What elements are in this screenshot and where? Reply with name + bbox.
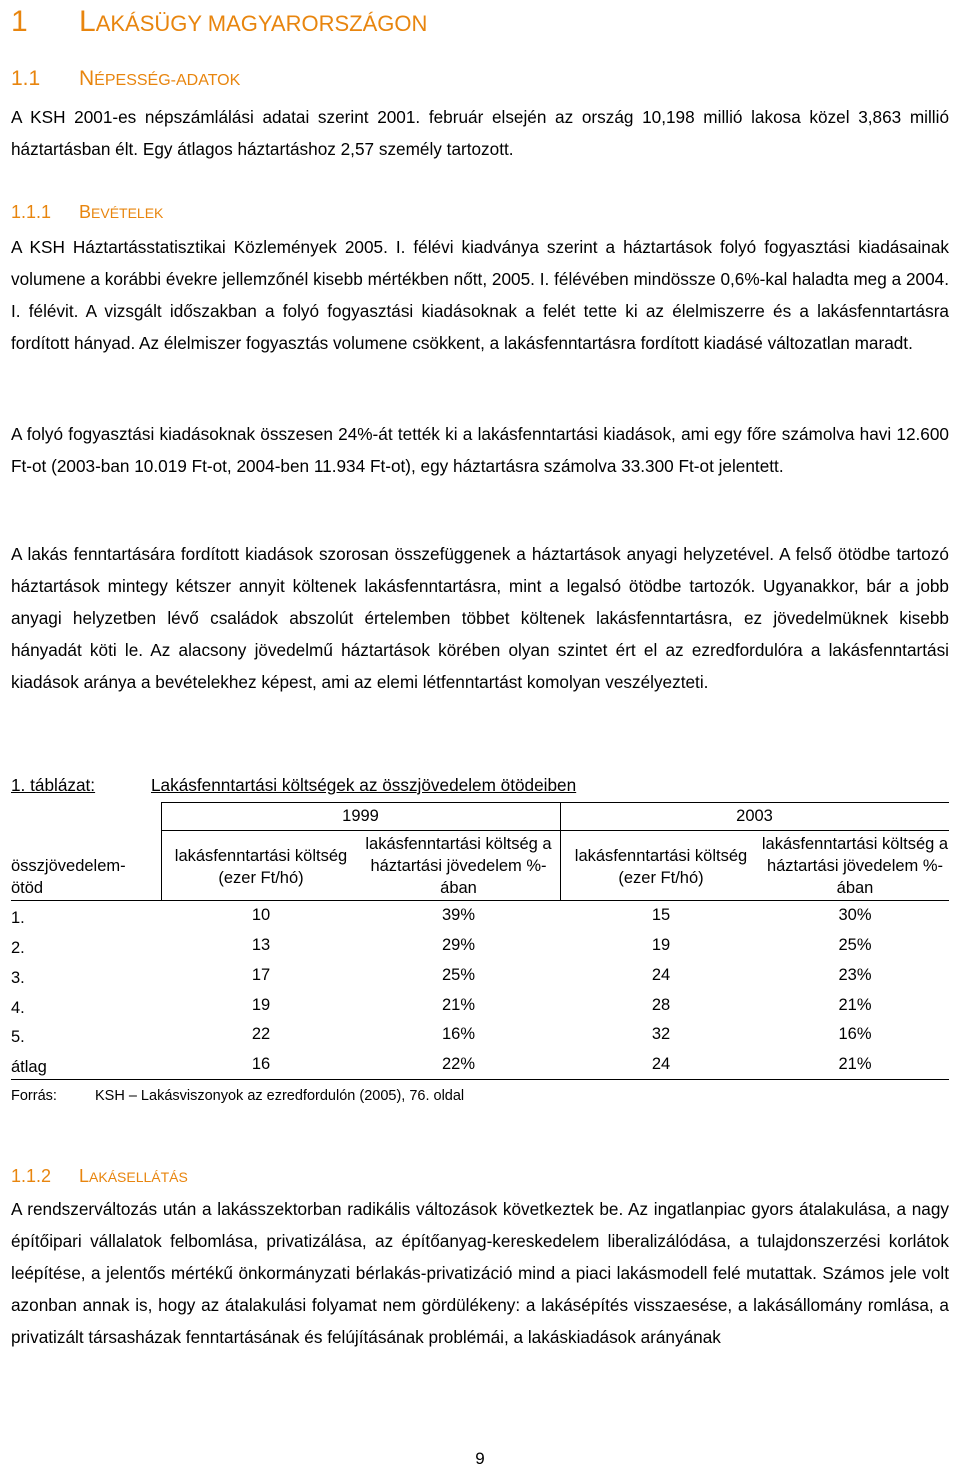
row-label: átlag — [11, 1058, 47, 1076]
cell-pct-1999: 22% — [441, 1055, 476, 1073]
col-header-cost-1999: lakásfenntartási költség (ezer Ft/hó) — [174, 847, 348, 887]
cell-cost-2003: 24 — [651, 1055, 671, 1073]
heading-1-rest: AKÁSÜGY MAGYARORSZÁGON — [95, 11, 428, 36]
heading-1-initial: L — [79, 5, 96, 38]
paragraph-maintenance-costs: A folyó fogyasztási kiadásoknak összesen 24%-át tették ki a lakásfenntartási kiadások, ami egy főre számolva havi 12.600 Ft-ot (2003-ban 10.019 Ft-ot, 2004-ben 11.934 Ft-ot), egy háztartásra számolva 33.300 Ft-ot jelentett. — [11, 424, 949, 476]
cell-pct-1999: 29% — [441, 936, 476, 954]
cell-cost-2003: 32 — [651, 1025, 671, 1043]
cell-pct-2003: 21% — [838, 1055, 872, 1073]
heading-3-housing-number: 1.1.2 — [11, 1166, 52, 1186]
table-caption-label: 1. táblázat: — [11, 775, 96, 795]
table-caption — [11, 772, 576, 798]
cell-pct-1999: 25% — [441, 966, 476, 984]
cell-cost-1999: 13 — [251, 936, 271, 954]
col-header-pct-2003: lakásfenntartási költség a háztartási jövedelem %-ában — [761, 835, 949, 897]
cell-pct-2003: 16% — [838, 1025, 872, 1043]
cell-pct-1999: 21% — [441, 996, 476, 1014]
table-rule-bottom — [11, 1079, 949, 1080]
table-caption-title: Lakásfenntartási költségek az összjövedelem ötödeiben — [151, 775, 577, 795]
heading-2 — [11, 66, 240, 94]
heading-3-housing-supply — [11, 1164, 188, 1189]
cell-pct-2003: 21% — [838, 996, 872, 1014]
paragraph-population: A KSH 2001-es népszámlálási adatai szerint 2001. február elsején az ország 10,198 millió lakosa közel 3,863 millió háztartásban élt. Egy átlagos háztartáshoz 2,57 személy tartozott. — [11, 107, 949, 159]
heading-2-number: 1.1 — [11, 67, 41, 90]
heading-3-income-initial: B — [79, 202, 92, 222]
heading-1 — [11, 4, 427, 42]
paragraph-income-quintiles: A lakás fenntartására fordított kiadások szorosan összefüggenek a háztartások anyagi helyzetével. A felső ötödbe tartozó háztartások mintegy kétszer annyit költenek lakásfenntartásra, mint a legalsó ötödbe tartozók. Ugyanakkor, bár a jobb anyagi helyzetben lévő családok abszolút értelemben többet költenek lakásfenntartásra, ez jövedelmüknek kisebb hányadát köti le. Az alacsony jövedelmű háztartások körében olyan szintet ért el az ezredfordulóra a lakásfenntartási kiadások aránya a bevételekhez képest, ami az elemi létfenntartást komolyan veszélyezteti. — [11, 544, 949, 692]
cell-pct-2003: 23% — [838, 966, 872, 984]
cell-cost-2003: 24 — [651, 966, 671, 984]
row-label: 1. — [11, 909, 25, 927]
table-row — [11, 964, 949, 986]
row-label: 3. — [11, 969, 25, 987]
col-header-pct-1999: lakásfenntartási költség a háztartási jövedelem %-ában — [365, 835, 552, 897]
cell-pct-1999: 16% — [441, 1025, 476, 1043]
heading-1-number: 1 — [11, 5, 28, 38]
table-row — [11, 1023, 949, 1045]
heading-3-income-number: 1.1.1 — [11, 202, 52, 222]
paragraph-housing-transition: A rendszerváltozás után a lakásszektorban radikális változások következtek be. Az ingatlanpiac gyors átalakulása, a nagy építőipari vállalatok felbomlása, privatizálása, az építőanyag-kereskedelem liberalizálódása, a tulajdonszerzési korlátok leépítése, a jelentős mértékű önkormányzati bérlakás-privatizáció mind a piaci lakásmodell felé mutattak. Számos jele volt azonban annak is, hogy az átalakulási folyamat nem gördülékeny: a lakásépítés visszaesése, a lakásállomány romlása, a privatizált társasházak fenntartásának és felújításának problémái, a lakáskiadások arányának — [11, 1199, 949, 1347]
cell-pct-2003: 25% — [838, 936, 872, 954]
year-2003: 2003 — [736, 807, 773, 825]
row-header: összjövedelem-ötöd — [11, 857, 126, 897]
page-number: 9 — [475, 1449, 485, 1468]
table-source — [11, 1086, 464, 1106]
cell-cost-1999: 22 — [251, 1025, 271, 1043]
source-text: KSH – Lakásviszonyok az ezredfordulón (2005), 76. oldal — [95, 1088, 465, 1104]
table-row — [11, 994, 949, 1016]
row-label: 4. — [11, 999, 25, 1017]
heading-2-initial: N — [79, 67, 95, 90]
cell-cost-1999: 19 — [251, 996, 271, 1014]
heading-3-housing-initial: L — [79, 1166, 90, 1186]
heading-3-income-rest: EVÉTELEK — [91, 205, 164, 221]
cell-cost-2003: 28 — [651, 996, 671, 1014]
table-row — [11, 1053, 949, 1075]
source-label: Forrás: — [11, 1088, 57, 1104]
col-header-cost-2003: lakásfenntartási költség (ezer Ft/hó) — [574, 847, 748, 887]
cell-cost-2003: 19 — [651, 936, 671, 954]
housing-cost-table — [11, 802, 949, 1080]
row-label: 2. — [11, 939, 25, 957]
cell-cost-1999: 17 — [251, 966, 271, 984]
paragraph-household-stats: A KSH Háztartásstatisztikai Közlemények 2005. I. félévi kiadványa szerint a háztartások folyó fogyasztási kiadásainak volumene a korábbi évekre jellemzőnél kisebb mértékben nőtt, 2005. I. félévében mindössze 0,6%-kal haladta meg a 2004. I. félévit. A vizsgált időszakban a folyó fogyasztási kiadásoknak a felét tette ki az élelmiszerre és a lakásfenntartásra fordított hányad. Az élelmiszer fogyasztás volumene csökkent, a lakásfenntartásra fordított kiadásé változatlan maradt. — [11, 237, 949, 353]
table-row — [11, 934, 949, 956]
heading-3-housing-rest: AKÁSELLÁTÁS — [89, 1169, 188, 1185]
cell-pct-2003: 30% — [838, 906, 872, 924]
table-rule-header — [11, 900, 949, 901]
heading-2-rest: ÉPESSÉG-ADATOK — [94, 72, 241, 89]
year-1999: 1999 — [342, 807, 379, 825]
cell-cost-1999: 16 — [251, 1055, 271, 1073]
heading-3-income — [11, 200, 163, 225]
cell-pct-1999: 39% — [441, 906, 476, 924]
table-rule-year — [161, 830, 949, 831]
cell-cost-1999: 10 — [251, 906, 271, 924]
table-rule-top — [161, 802, 949, 803]
row-label: 5. — [11, 1028, 25, 1046]
cell-cost-2003: 15 — [651, 906, 671, 924]
table-row — [11, 904, 949, 926]
